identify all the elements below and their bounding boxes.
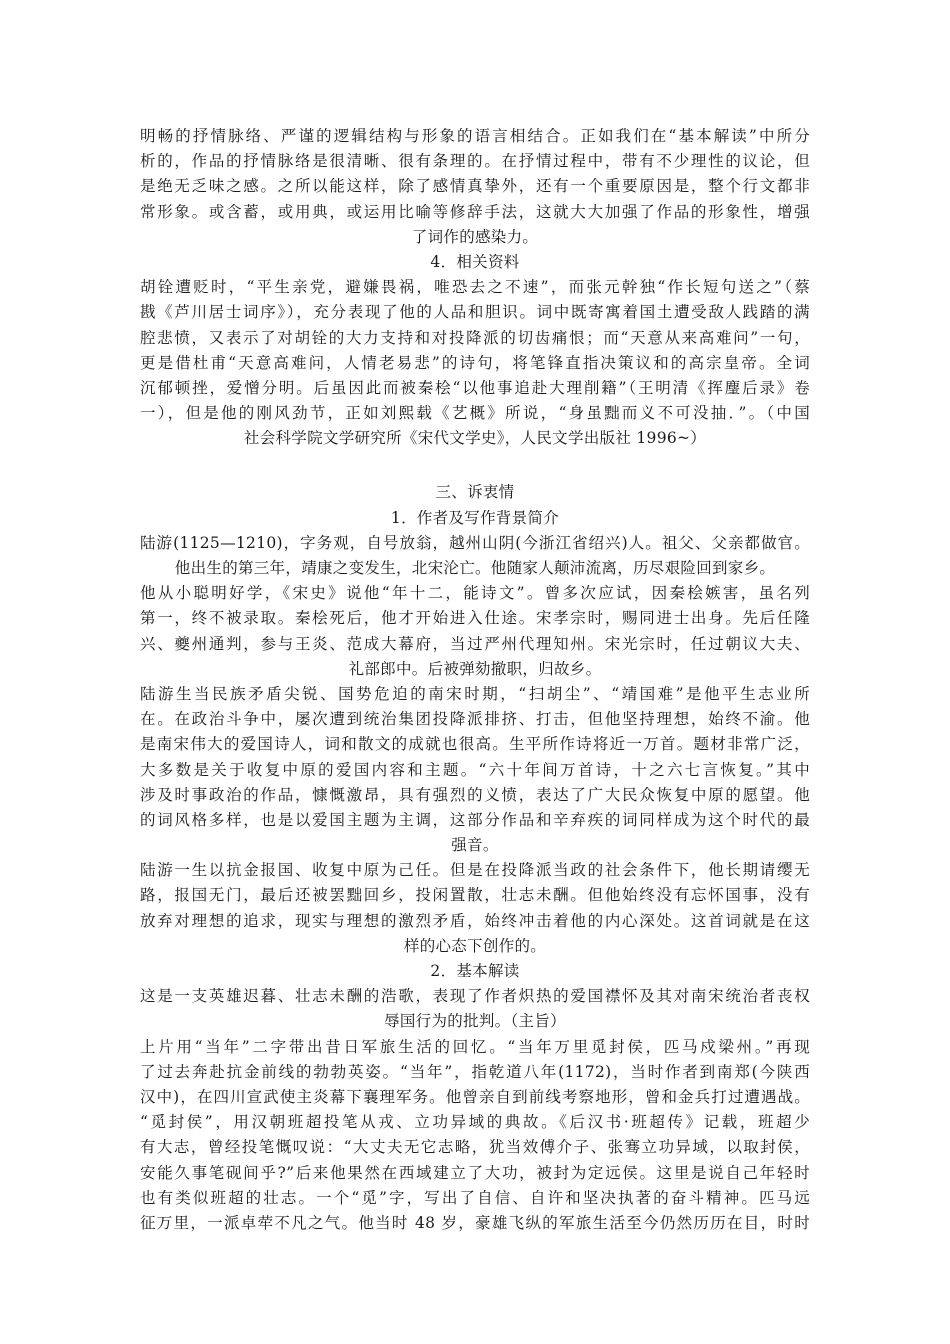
text-line: 了词作的感染力。 xyxy=(411,227,539,246)
text-line: 第一，终不被录取。秦桧死后，他才开始进入仕途。宋孝宗时，赐同进士出身。先后任隆 xyxy=(140,609,810,628)
text-line: “觅封侯”，用汉朝班超投笔从戎、立功异域的典故。《后汉书·班超传》记载，班超少 xyxy=(140,1113,810,1132)
section-spacer xyxy=(140,451,810,480)
text-line: 路，报国无门，最后还被罢黜回乡，投闲置散，壮志未酬。但他始终没有忘怀国事，没有 xyxy=(140,886,810,905)
section-title: 三、诉衷情 xyxy=(435,483,515,502)
text-line: 也有类似班超的壮志。一个“觅”字，写出了自信、自许和坚决执著的奋斗精神。匹马远 xyxy=(140,1188,810,1207)
text-line: 社会科学院文学研究所《宋代文学史》，人民文学出版社 1996~） xyxy=(243,429,707,448)
heading-basic-reading: 2．基本解读 xyxy=(430,962,520,980)
text-line: 安能久事笔砚间乎?”后来他果然在西域建立了大功，被封为定远侯。这里是说自己年轻时 xyxy=(140,1163,810,1182)
text-line: 放弃对理想的追求，现实与理想的激烈矛盾，始终冲击着他的内心深处。这首词就是在这 xyxy=(140,911,810,930)
text-line: 礼部郎中。后被弹劾撤职，归故乡。 xyxy=(348,659,602,678)
text-line: 沉郁顿挫，爱憎分明。后虽因此而被秦桧“以他事追赴大理削籍”（王明清《挥麈后录》卷 xyxy=(140,378,810,397)
paragraph-first-stanza xyxy=(140,1035,810,1237)
paragraph-writing-context xyxy=(140,858,810,959)
text-line: 在。在政治斗争中，屡次遭到统治集团投降派排挤、打击，但他坚持理想，始终不渝。他 xyxy=(140,710,810,729)
text-line: 是南宋伟大的爱国诗人，词和散文的成就也很高。生平所作诗将近一万首。题材非常广泛， xyxy=(140,735,810,754)
text-line: 有大志，曾经投笔慨叹说：“大丈夫无它志略，犹当效傅介子、张骞立功异域，以取封侯， xyxy=(140,1138,810,1157)
heading-author-background: 1．作者及写作背景简介 xyxy=(390,508,560,527)
text-line: 析的，作品的抒情脉络是很清晰、很有条理的。在抒情过程中，带有不少理性的议论，但 xyxy=(140,152,810,171)
text-line: 的词风格多样，也是以爱国主题为主调，这部分作品和辛弃疾的词同样成为这个时代的最 xyxy=(140,810,810,829)
text-line: 他从小聪明好学，《宋史》说他“年十二，能诗文”。曾多次应试，因秦桧嫉害，虽名列 xyxy=(140,584,810,603)
text-line: 这是一支英雄迟暮、壮志未酬的浩歌，表现了作者炽热的爱国襟怀及其对南宋统治者丧权 xyxy=(140,987,810,1006)
heading-related-materials: 4．相关资料 xyxy=(430,252,520,271)
text-line: 陆游生当民族矛盾尖锐、国势危迫的南宋时期，“扫胡尘”、“靖国难”是他平生志业所 xyxy=(140,684,810,703)
document-body xyxy=(140,124,810,1236)
text-line: 是绝无乏味之感。之所以能这样，除了感情真挚外，还有一个重要原因是，整个行文都非 xyxy=(140,177,810,196)
text-line: 腔悲愤，又表示了对胡铨的大力支持和对投降派的切齿痛恨；而“天意从来高难问”一句， xyxy=(140,328,810,347)
text-line: 了过去奔赴抗金前线的勃勃英姿。“当年”，指乾道八年(1172)，当时作者到南郑(今陕西 xyxy=(140,1062,810,1081)
text-line: 涉及时事政治的作品，慷慨激昂，具有强烈的义愤，表达了广大民众恢复中原的愿望。他 xyxy=(140,785,810,804)
paragraph-artistry xyxy=(140,124,810,250)
text-line: 他出生的第三年，靖康之变发生，北宋沦亡。他随家人颠沛流离，历尽艰险回到家乡。 xyxy=(174,559,776,577)
text-line: 兴、夔州通判，参与王炎、范成大幕府，当过严州代理知州。宋光宗时，任过朝议大夫、 xyxy=(140,634,810,653)
paragraph-author-patriotism xyxy=(140,682,810,858)
text-line: 强音。 xyxy=(451,836,499,855)
text-line: 样的心态下创作的。 xyxy=(403,936,547,955)
text-line: 上片用“当年”二字带出昔日军旅生活的回忆。“当年万里觅封侯，匹马戍梁州。”再现 xyxy=(140,1037,810,1056)
text-line: 常形象。或含蓄，或用典，或运用比喻等修辞手法，这就大大加强了作品的形象性，增强 xyxy=(140,202,810,221)
paragraph-theme xyxy=(140,984,810,1034)
paragraph-author-bio xyxy=(140,531,810,682)
text-line: 明畅的抒情脉络、严谨的逻辑结构与形象的语言相结合。正如我们在“基本解读”中所分 xyxy=(140,127,810,145)
text-line: 大多数是关于收复中原的爱国内容和主题。“六十年间万首诗，十之六七言恢复。”其中 xyxy=(140,760,810,779)
text-line: 胡铨遭贬时，“平生亲党，避嫌畏祸，唯恐去之不速”，而张元幹独“作长短句送之”（蔡 xyxy=(140,278,810,297)
text-line: 戡《芦川居士词序》），充分表现了他的人品和胆识。词中既寄寓着国土遭受敌人践踏的满 xyxy=(140,303,810,322)
text-line: 辱国行为的批判。（主旨） xyxy=(384,1012,566,1031)
paragraph-related-materials xyxy=(140,275,810,451)
text-line: 征万里，一派卓荦不凡之气。他当时 48 岁，豪雄飞纵的军旅生活至今仍然历历在目，时时 xyxy=(140,1213,810,1232)
text-line: 汉中)，在四川宣武使主炎幕下襄理军务。他曾亲自到前线考察地形，曾和金兵打过遭遇战。 xyxy=(140,1087,810,1106)
text-line: 陆游一生以抗金报国、收复中原为己任。但是在投降派当政的社会条件下，他长期请缨无 xyxy=(140,861,810,880)
text-line: 更是借杜甫“天意高难问，人情老易悲”的诗句，将笔锋直指决策议和的高宗皇帝。全词 xyxy=(140,353,810,372)
text-line: 一），但是他的刚风劲节，正如刘熙载《艺概》所说，“身虽黜而义不可没抽．”。（中国 xyxy=(140,404,810,423)
text-line: 陆游(1125—1210)，字务观，自号放翁，越州山阴(今浙江省绍兴)人。祖父、父亲都做官。 xyxy=(140,533,810,552)
